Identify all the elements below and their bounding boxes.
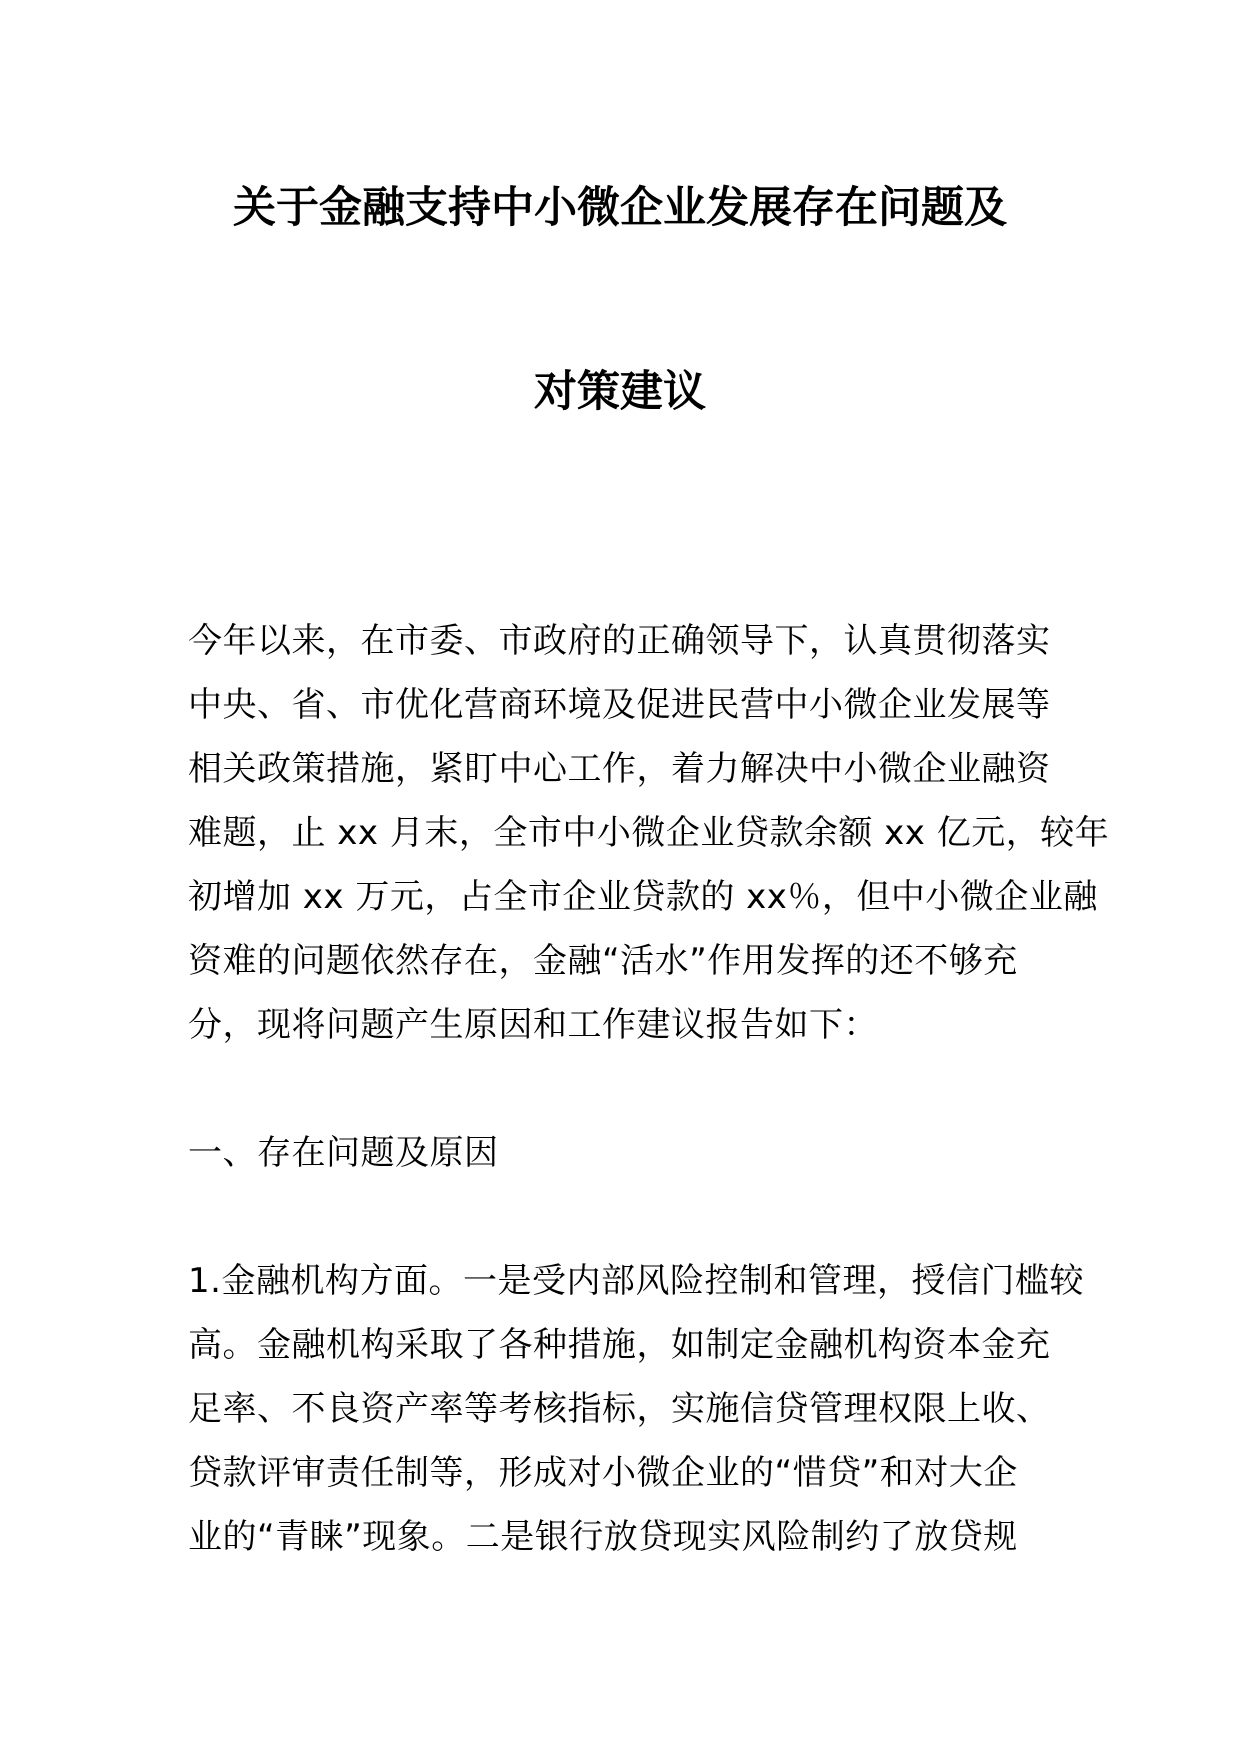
paragraph1-line-4: 贷款评审责任制等，形成对小微企业的“惜贷”和对大企 — [188, 1453, 1018, 1493]
intro-line-7: 分，现将问题产生原因和工作建议报告如下： — [188, 1005, 878, 1045]
paragraph1-line-1: 1.金融机构方面。一是受内部风险控制和管理，授信门槛较 — [188, 1261, 1084, 1301]
document-title-line-1: 关于金融支持中小微企业发展存在问题及 — [233, 183, 1007, 233]
intro-line-2: 中央、省、市优化营商环境及促进民营中小微企业发展等 — [188, 685, 1051, 725]
section-heading: 一、存在问题及原因 — [188, 1133, 499, 1173]
intro-line-3: 相关政策措施，紧盯中心工作，着力解决中小微企业融资 — [188, 749, 1051, 789]
intro-line-5: 初增加 xx 万元，占全市企业贷款的 xx％，但中小微企业融 — [188, 877, 1098, 917]
intro-line-1: 今年以来，在市委、市政府的正确领导下，认真贯彻落实 — [188, 621, 1051, 661]
intro-line-6: 资难的问题依然存在，金融“活水”作用发挥的还不够充 — [188, 941, 1018, 981]
paragraph1-line-3: 足率、不良资产率等考核指标，实施信贷管理权限上收、 — [188, 1389, 1051, 1429]
paragraph1-line-2: 高。金融机构采取了各种措施，如制定金融机构资本金充 — [188, 1325, 1051, 1365]
intro-line-4: 难题，止 xx 月末，全市中小微企业贷款余额 xx 亿元，较年 — [188, 813, 1110, 853]
paragraph1-line-5: 业的“青睐”现象。二是银行放贷现实风险制约了放贷规 — [188, 1517, 1018, 1557]
document-title-line-2: 对策建议 — [534, 367, 706, 417]
